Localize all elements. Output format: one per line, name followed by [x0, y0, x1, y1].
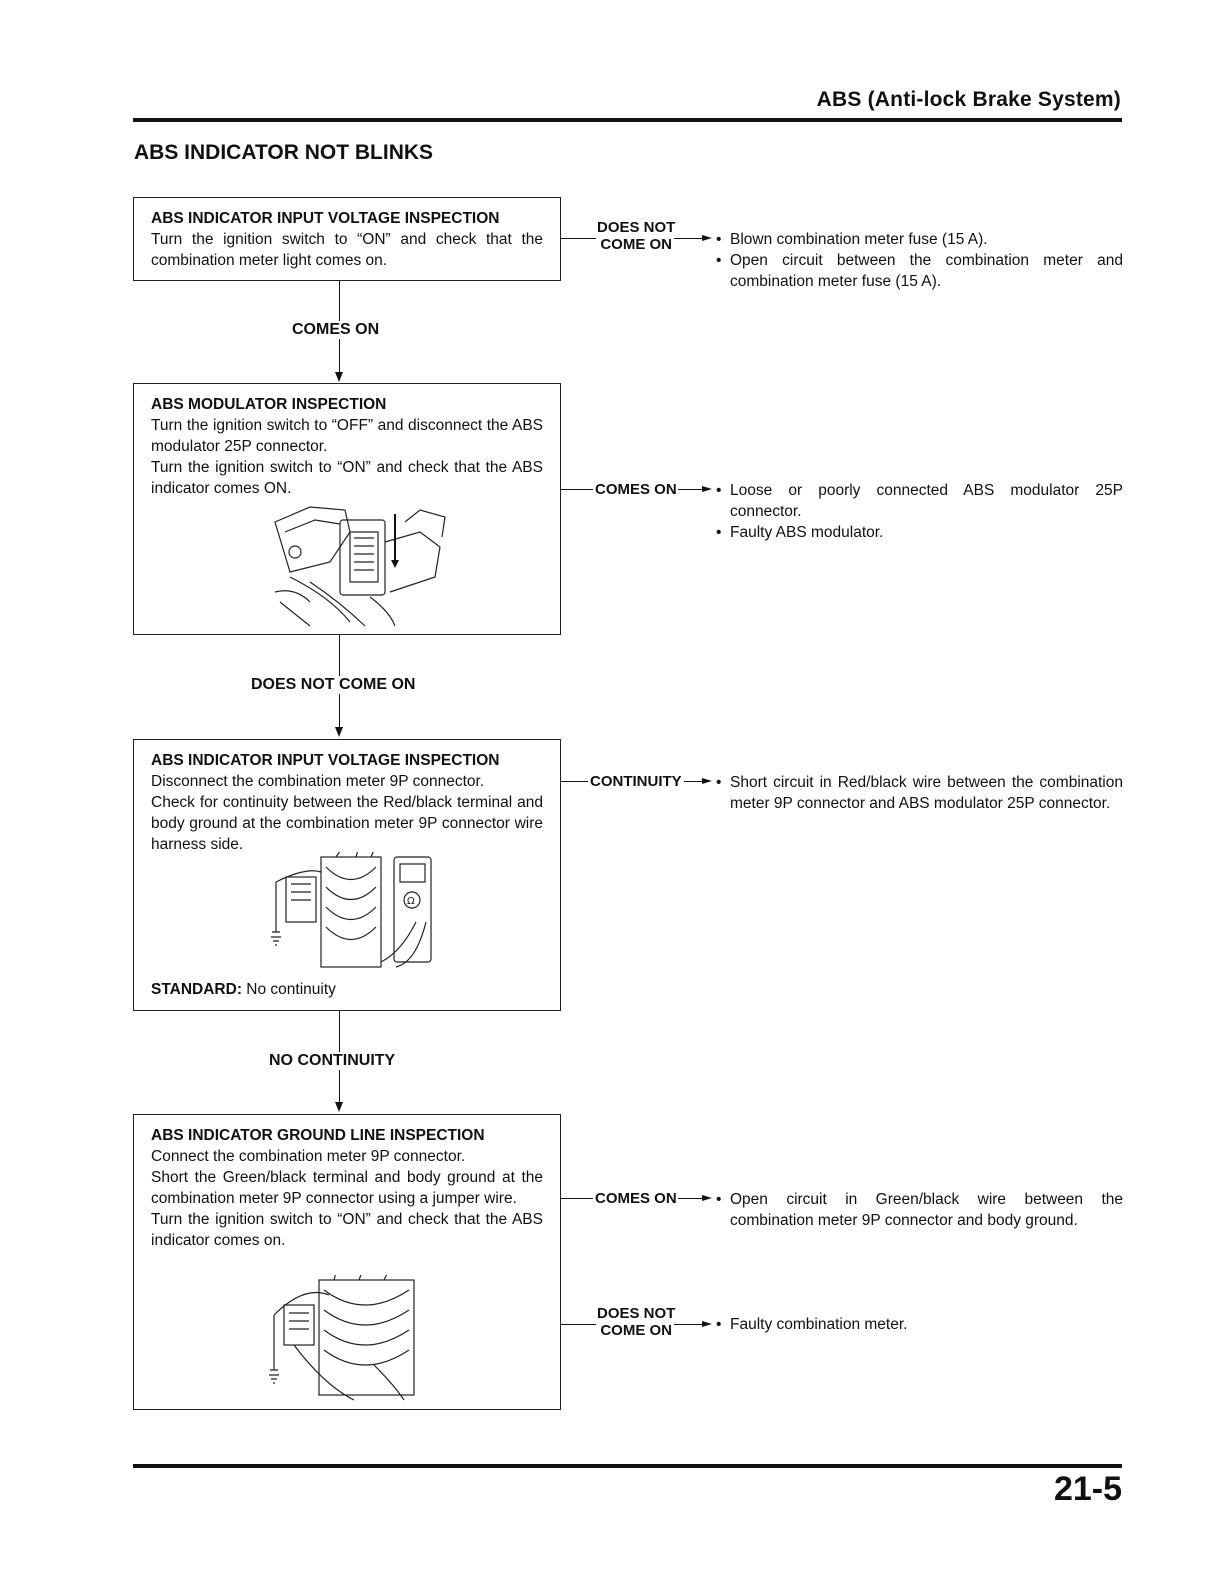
step-3-results	[716, 772, 1123, 814]
step-2-result-2: • Faulty ABS modulator.	[716, 522, 1123, 543]
step-3-arrow-line	[684, 781, 704, 782]
svg-text:Ω: Ω	[407, 896, 415, 907]
step-2-branch-line	[560, 489, 593, 490]
step-4-line-2: Short the Green/black terminal and body ground at the combination meter 9P connector using a jumper wire.	[151, 1169, 543, 1207]
step-1-result-2: • Open circuit between the combination meter and combination meter fuse (15 A).	[716, 250, 1123, 292]
flow-label-comes-on: COMES ON	[292, 321, 380, 338]
step-1-branch-label	[597, 219, 675, 253]
step-4-branch-label: COMES ON	[595, 1190, 677, 1207]
connector-3-4-arrowhead	[335, 1102, 343, 1112]
step-1-branch-label-line-1: DOES NOT	[597, 219, 676, 236]
step-4-branch2-line	[560, 1324, 596, 1325]
step-3-line-2: Check for continuity between the Red/black terminal and body ground at the combination meter 9P connector wire harness side.	[151, 794, 543, 853]
step-2-box	[133, 383, 561, 635]
step-2-branch-label: COMES ON	[595, 481, 677, 498]
page-title: ABS INDICATOR NOT BLINKS	[134, 141, 434, 164]
step-4-branch2-label-line-1: DOES NOT	[597, 1305, 676, 1322]
step-1-heading: ABS INDICATOR INPUT VOLTAGE INSPECTION	[151, 210, 500, 227]
step-1-results	[716, 229, 1123, 292]
step-4-branch2-arrowhead	[702, 1321, 712, 1327]
step-4-box	[133, 1114, 561, 1410]
step-4-heading: ABS INDICATOR GROUND LINE INSPECTION	[151, 1127, 485, 1144]
step-4-results2	[716, 1314, 1123, 1335]
step-2-line-2: Turn the ignition switch to “ON” and check that the ABS indicator comes ON.	[151, 459, 543, 497]
step-1-arrow-line	[674, 238, 704, 239]
flow-label-no-continuity: NO CONTINUITY	[269, 1052, 396, 1069]
standard-value: No continuity	[246, 981, 336, 998]
step-1-branch-label-line-2: COME ON	[600, 236, 672, 253]
step-4-branch-line	[560, 1198, 593, 1199]
top-rule	[133, 118, 1122, 122]
step-4-line-3: Turn the ignition switch to “ON” and check that the ABS indicator comes on.	[151, 1211, 543, 1249]
step-2-result-1: • Loose or poorly connected ABS modulator 25P connector.	[716, 480, 1123, 522]
step-3-arrowhead	[702, 778, 712, 784]
section-title: ABS (Anti-lock Brake System)	[816, 88, 1121, 111]
abs-modulator-illustration	[270, 502, 450, 628]
connector-2-3-arrowhead	[335, 727, 343, 737]
step-4-result2-1: • Faulty combination meter.	[716, 1314, 1123, 1335]
step-4-results	[716, 1189, 1123, 1231]
step-2-arrowhead	[702, 486, 712, 492]
step-3-result-1: • Short circuit in Red/black wire between the combination meter 9P connector and ABS modulator 25P connector.	[716, 772, 1123, 814]
step-3-box	[133, 739, 561, 1011]
step-1-branch-line	[560, 238, 596, 239]
flow-label-does-not-come-on: DOES NOT COME ON	[251, 676, 416, 693]
step-3-branch-label: CONTINUITY	[590, 773, 682, 790]
jumper-wire-illustration	[264, 1275, 434, 1405]
step-2-results	[716, 480, 1123, 543]
connector-1-2-arrowhead	[335, 372, 343, 382]
continuity-test-illustration	[266, 852, 436, 974]
step-4-branch2-arrow-line	[674, 1324, 704, 1325]
step-4-arrow-line	[678, 1198, 704, 1199]
step-4-result-1: • Open circuit in Green/black wire between the combination meter 9P connector and body ground.	[716, 1189, 1123, 1231]
step-3-line-1: Disconnect the combination meter 9P connector.	[151, 773, 485, 790]
step-4-branch2-label	[597, 1305, 675, 1339]
step-3-branch-line	[560, 781, 588, 782]
step-2-arrow-line	[678, 489, 704, 490]
step-2-heading: ABS MODULATOR INSPECTION	[151, 396, 387, 413]
standard-row	[151, 981, 336, 999]
bottom-rule	[133, 1464, 1122, 1468]
page-number: 21-5	[1053, 1470, 1122, 1508]
step-4-line-1: Connect the combination meter 9P connector.	[151, 1148, 466, 1165]
standard-label: STANDARD:	[151, 981, 242, 998]
step-1-box	[133, 197, 561, 281]
step-1-line-1: Turn the ignition switch to “ON” and check that the combination meter light comes on.	[151, 231, 543, 269]
step-1-arrowhead	[702, 235, 712, 241]
step-2-line-1: Turn the ignition switch to “OFF” and disconnect the ABS modulator 25P connector.	[151, 417, 543, 455]
step-4-branch2-label-line-2: COME ON	[600, 1322, 672, 1339]
step-4-arrowhead	[702, 1195, 712, 1201]
step-3-heading: ABS INDICATOR INPUT VOLTAGE INSPECTION	[151, 752, 500, 769]
step-1-result-1: • Blown combination meter fuse (15 A).	[716, 229, 1123, 250]
